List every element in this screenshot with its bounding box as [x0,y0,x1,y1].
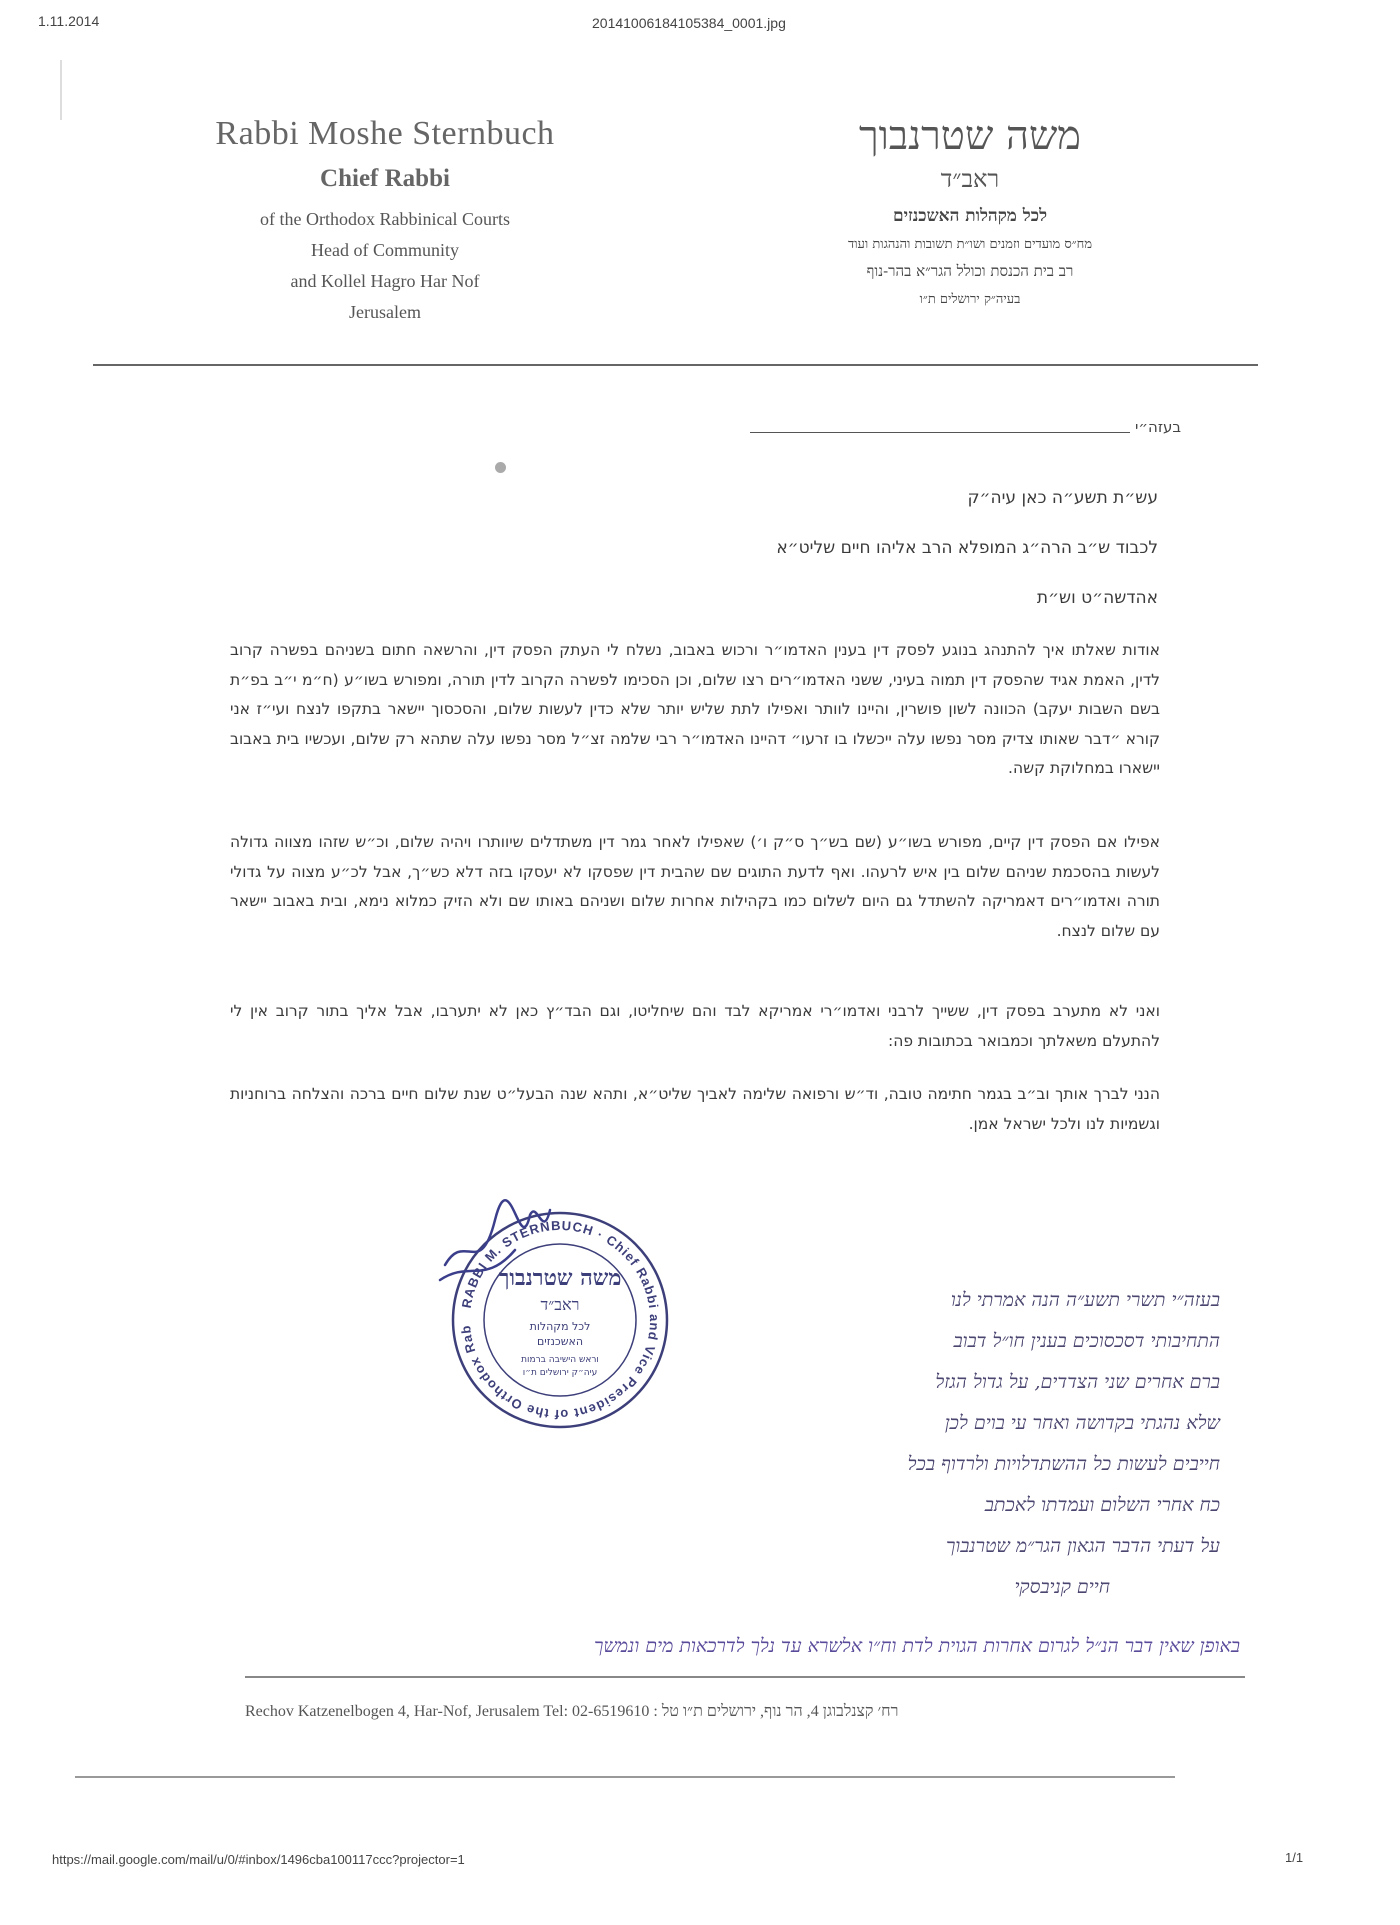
letter-paragraph-1: אודות שאלתו איך להתנהג בנוגע לפסק דין בענין האדמו״ר ורכוש באבוב, נשלח לי העתק הפסק דין, והרשאה חתום בשניהם בפשרה קרוב לדין, האמת אגיד שהפסק דין תמוה בעיני, ששני האדמו״רים רצו שלום, וכן הסכימו לפשרה הקרוב לדין תורה, ומפורש בשו״ע (ח״מ י״ב בפ״ת בשם השבות יעקב) הכוונה לשון פושרין, והיינו לוותר ואפילו לתת שליש יותר שלא כדין לעשות שלום, והסכסוך יישאר בתקפו לנצח ועי״ז אני קורא ״דבר שאותו צדיק מסר נפשו עלה ייכשלו בו זרעו״ דהיינו האדמו״ר רבי שלמה זצ״ל מסר נפשו עלה שתהא רק שלום, ועכשיו בית באבוב יישארו במחלוקת קשה. [230,641,1160,777]
handwritten-line: חייבים לעשות כל ההשתדלויות ולרדוף בכל [907,1453,1220,1475]
stamp-name: משה שטרנבוך [498,1265,622,1291]
header-divider [93,364,1258,366]
handwritten-line: ברם אחרים שני הצדדים, על גדול הגזל [935,1371,1220,1393]
letterhead-name-en: Rabbi Moshe Sternbuch [215,115,555,152]
letter-salutation: לכבוד ש״ב הרה״ג המופלא הרב אליהו חיים שליט״א [776,538,1158,558]
letter-paragraph-3: ואני לא מתערב בפסק דין, ששייך לרבני ואדמו״רי אמריקא לבד והם שיחליטו, וגם הבד״ץ כאן לא יתערבו, אבל אליך בתור קרוב אין לי להתעלם משאלתך וכמבואר בכתובות פה: [230,1002,1160,1050]
footer-divider [245,1676,1245,1678]
stamp-line: לכל מקהלות [529,1320,591,1333]
letterhead-line-he: מח״ס מועדים וזמנים ושו״ת תשובות והנהגות ועוד [847,237,1093,252]
handwritten-signature: חיים קניבסקי [1014,1576,1110,1598]
letterhead-title-en: Chief Rabbi [320,165,450,192]
letterhead-line-he: רב בית הכנסת וכולל הגר״א בהר-נוף [866,262,1074,280]
handwritten-line: על דעתי הדבר הגאון הגר״מ שטרנבוך [946,1535,1220,1557]
letterhead-hebrew [760,112,1180,307]
letterhead-line-en: of the Orthodox Rabbinical Courts [260,209,510,229]
letter-bsd: בעזה״י [1135,418,1182,436]
footer-address: Rechov Katzenelbogen 4, Har-Nof, Jerusalem Tel: 02-6519610 : רח׳ קצנלבוגן 4, הר נוף, ירושלים ת״ו טל [245,1703,899,1720]
stamp-outer-text: RABBI M. STERNBUCH · Chief Rabbi and Vice President of the Orthodox Rab [458,1217,663,1423]
handwritten-line: בעזה״י תשרי תשע״ה הנה אמרתי לנו [950,1289,1220,1311]
bsd-blank-line [750,432,1130,433]
letterhead-line-en: Head of Community [311,240,459,260]
rabbinical-stamp [425,1190,695,1450]
print-url: https://mail.google.com/mail/u/0/#inbox/1496cba100117ccc?projector=1 [52,1852,465,1867]
print-filename: 20141006184105384_0001.jpg [592,15,786,31]
letter-paragraph-2: אפילו אם הפסק דין קיים, מפורש בשו״ע (שם בש״ך ס״ק ו׳) שאפילו לאחר גמר דין משתדלים שיוותרו ויהיה שלום, וכ״ש שזהו מצווה גדולה לעשות בהסכמת שניהם שלום בין איש לרעהו. ואף לדעת התוגים שם שהבית דין שפסקו לא יעסקו בזה דלא כש״ך, אבל לכ״ע מצוה על גדולי תורה ואדמו״רים דאמריקה להשתדל גם היום לשלום כמו בקהילות אחרות שלום ושניהם באותו שם ולא הזיק כמלוא נימא, ובית באבוב יישאר עם שלום לנצח. [230,833,1160,940]
stamp-line: עיה״ק ירושלים ת״ו [522,1368,598,1378]
letter-paragraph [230,997,1160,1056]
letterhead-line-en: and Kollel Hagro Har Nof [290,271,480,291]
letterhead-name-he: משה שטרנבוך [858,113,1082,159]
handwritten-line: התחיבותי דסכסוכים בענין חו״ל דבוב [953,1330,1220,1352]
print-date: 1.11.2014 [38,13,100,29]
footer-scan-line [75,1776,1175,1778]
stamp-graphic [425,1190,695,1450]
stamp-line: האשכנזים [536,1335,584,1348]
stamp-line: וראש הישיבה ברמות [521,1355,599,1365]
print-page-number: 1/1 [1285,1850,1304,1865]
letterhead-line-he: לכל מקהלות האשכנזים [892,206,1048,226]
handwritten-line: כח אחרי השלום ועמדתו לאכתב [984,1494,1220,1516]
letterhead-line-en: Jerusalem [349,302,421,322]
handwritten-line: שלא נהגתי בקדושה ואחר עי בוים לכן [944,1412,1220,1434]
scan-mark [60,60,62,120]
letter-paragraph [230,828,1160,946]
stamp-title: ראב״ד [540,1295,580,1314]
handwritten-endorsement [700,1280,1220,1608]
handwritten-bottom-note: באופן שאין דבר הנ״ל לגרום אחרות הגוית לדת וח״ו אלשרא עד נלך לדרכאות מים ונמשך [594,1635,1240,1657]
scan-dot [495,462,506,473]
letter-date: עש״ת תשע״ה כאן עיה״ק [967,488,1158,508]
letter-paragraph-4: הנני לברך אותך וב״ב בגמר חתימה טובה, וד״ש ורפואה שלימה לאביך שליט״א, ותהא שנה הבעל״ט שנת שלום חיים ברכה והצלחה ברוחניות וגשמיות לנו ולכל ישראל אמן. [230,1085,1160,1133]
letter-paragraph [230,636,1160,784]
letter-paragraph [230,1080,1160,1139]
letter-greeting: אהדשה״ט וש״ת [1036,588,1158,608]
letterhead-english [150,115,620,323]
letterhead-title-he: ראב״ד [940,165,1000,193]
letterhead-line-he: בעיה״ק ירושלים ת״ו [919,292,1021,307]
